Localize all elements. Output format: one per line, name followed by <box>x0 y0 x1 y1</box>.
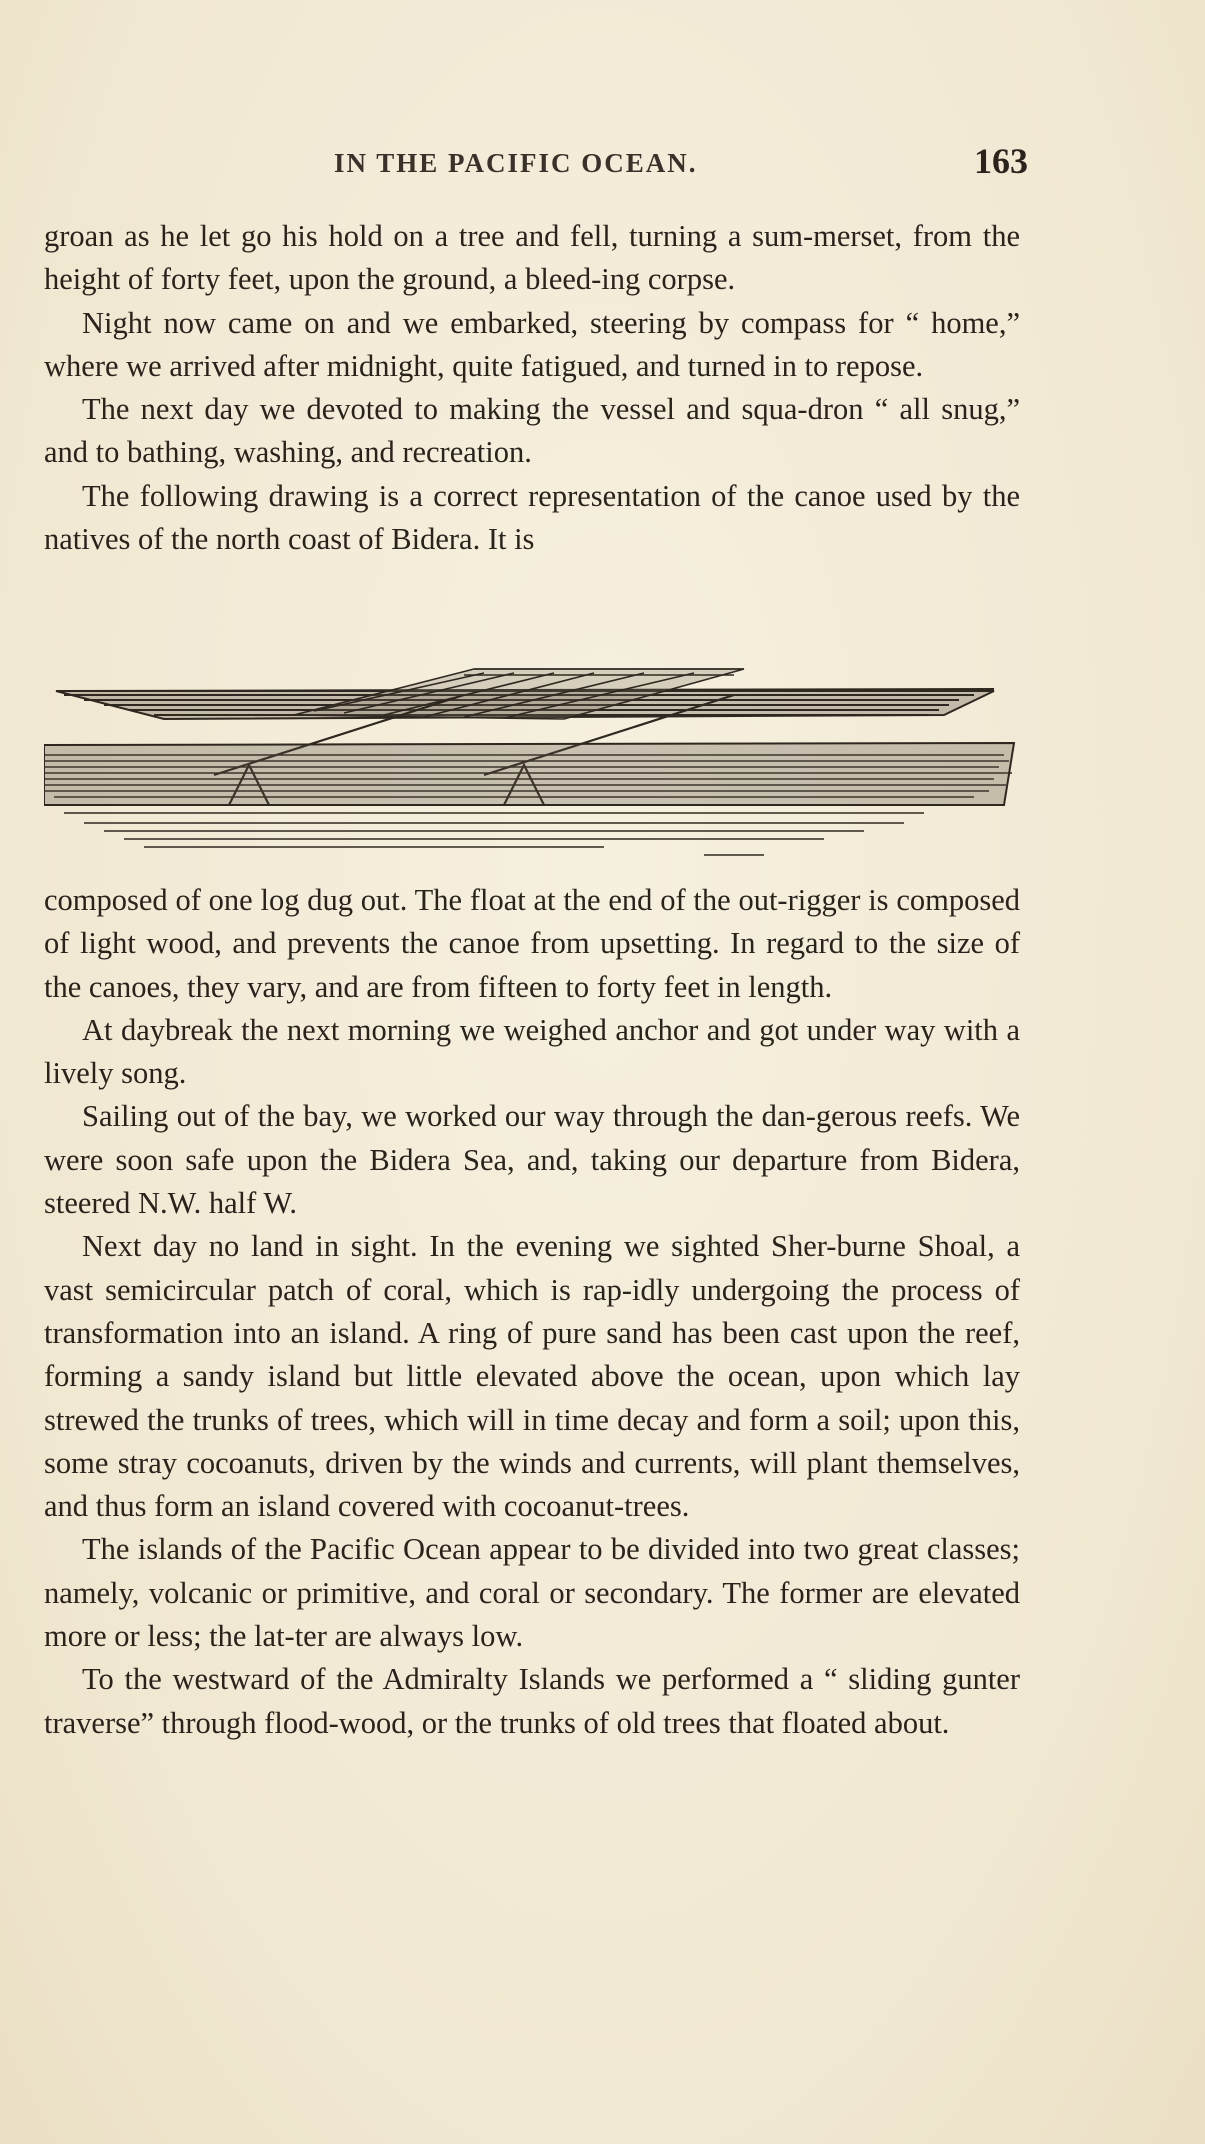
paragraph: Sailing out of the bay, we worked our way through the dan-gerous reefs. We were soon safe upon the Bidera Sea, and, taking our departure from Bidera, steered N.W. half W. <box>44 1099 1020 1221</box>
canoe-engraving <box>44 655 1020 875</box>
running-head: IN THE PACIFIC OCEAN. <box>334 148 698 178</box>
canoe-illustration <box>44 655 1020 875</box>
paragraph: The following drawing is a correct representation of the canoe used by the natives of the north coast of Bidera. It is <box>44 478 1020 557</box>
paragraph: The next day we devoted to making the vessel and squa-dron “ all snug,” and to bathing, washing, and recreation. <box>44 392 1020 470</box>
paragraph: Next day no land in sight. In the evening we sighted Sher-burne Shoal, a vast semicircular patch of coral, which is rap-idly undergoing the process of transformation into an island. A ring of pure sand has been cast upon the reef, forming a sandy island but little elevated above the ocean, upon which lay strewed the trunks of trees, which will in time decay and form a soil; upon this, some stray cocoanuts, driven by the winds and currents, will plant themselves, and thus form an island covered with cocoanut-trees. <box>44 1229 1020 1524</box>
paragraph: composed of one log dug out. The float at the end of the out-rigger is composed of light wood, and prevents the canoe from upsetting. In regard to the size of the canoes, they vary, and are from fifteen to forty feet in length. <box>44 883 1020 1004</box>
page-number: 163 <box>974 141 1028 181</box>
text-before-figure <box>44 215 1020 561</box>
page-header <box>44 140 1028 184</box>
text-after-figure <box>44 879 1020 1745</box>
paragraph: groan as he let go his hold on a tree and fell, turning a sum-merset, from the height of forty feet, upon the ground, a bleed-ing corpse. <box>44 219 1020 297</box>
outrigger-float <box>44 743 1014 805</box>
paragraph: At daybreak the next morning we weighed anchor and got under way with a lively song. <box>44 1012 1020 1091</box>
paragraph: To the westward of the Admiralty Islands we performed a “ sliding gunter traverse” through flood-wood, or the trunks of old trees that floated about. <box>44 1662 1020 1740</box>
paragraph: Night now came on and we embarked, steering by compass for “ home,” where we arrived after midnight, quite fatigued, and turned in to repose. <box>44 305 1020 383</box>
paragraph: The islands of the Pacific Ocean appear to be divided into two great classes; namely, volcanic or primitive, and coral or secondary. The former are elevated more or less; the lat-ter are always low. <box>44 1532 1020 1654</box>
